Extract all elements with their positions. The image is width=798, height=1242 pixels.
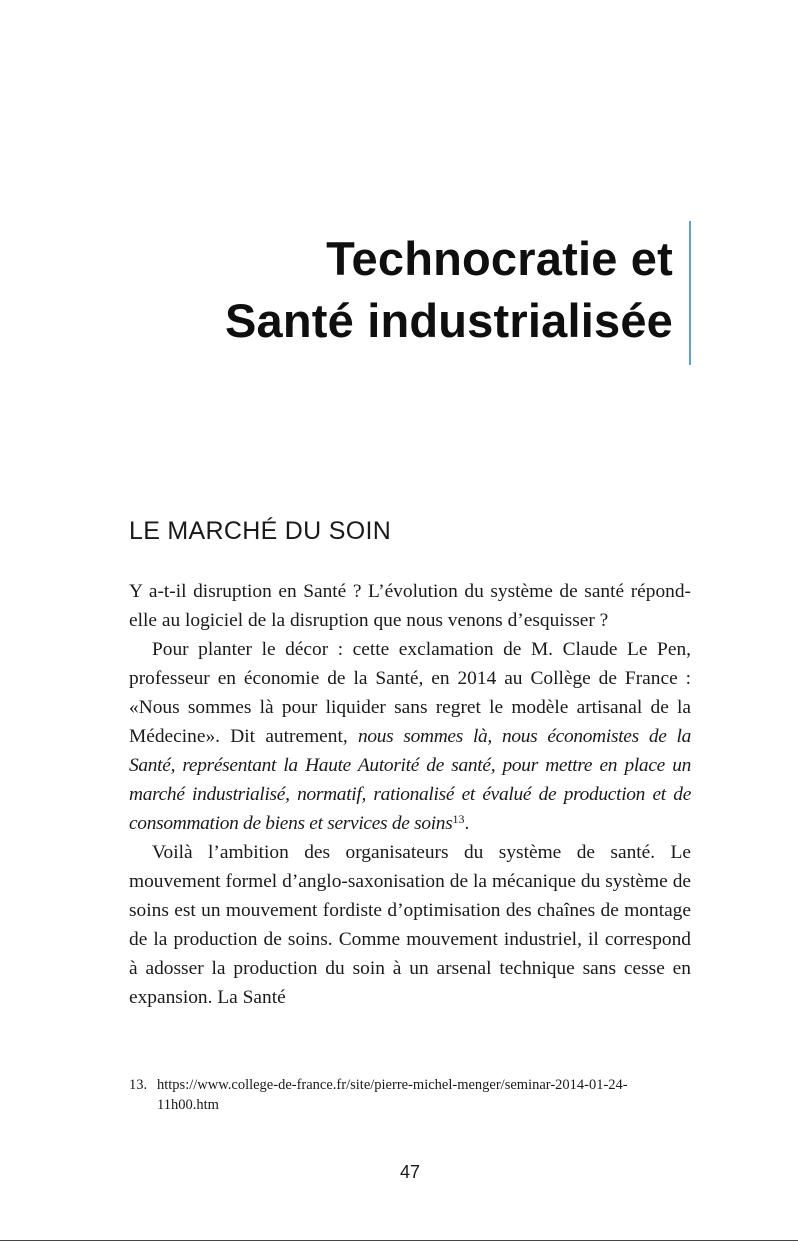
footnote-link[interactable]: https://www.college-de-france.fr/site/pierre-michel-menger/seminar-2014-01-24- — [157, 1077, 628, 1093]
paragraph-2-text: Pour planter le décor : cette exclamation de M. Claude Le Pen, professeur en économie de la Santé, en 2014 au Collège de France : «Nous sommes là pour liquider sans regret le modèle artisanal de la Médecine». Dit autrement, — [129, 639, 691, 747]
paragraph-2-italic: nous sommes là, nous économistes de la Santé, représentant la Haute Autorité de santé, pour mettre en place un marché industrialisé, normatif, rationalisé et évalué de production et de consommation de biens et services de soins — [129, 726, 691, 834]
footnote — [129, 1075, 691, 1115]
page-bottom-edge — [0, 1240, 798, 1241]
chapter-title-line-1: Technocratie et — [326, 232, 673, 285]
body-text — [129, 577, 691, 1012]
title-accent-rule — [689, 221, 691, 365]
paragraph-1: Y a-t-il disruption en Santé ? L’évolution du système de santé répond-elle au logiciel de la disruption que nous venons d’esquisser ? — [129, 581, 691, 631]
paragraph-2 — [129, 635, 691, 838]
chapter-title — [225, 228, 673, 352]
section-heading: LE MARCHÉ DU SOIN — [129, 517, 392, 545]
paragraph-2-end: . — [464, 813, 470, 834]
page-number: 47 — [399, 1162, 421, 1182]
footnote-reference[interactable]: 13 — [452, 812, 465, 826]
chapter-title-line-2: Santé industrialisée — [224, 294, 673, 347]
paragraph-3: Voilà l’ambition des organisateurs du système de santé. Le mouvement formel d’anglo-saxonisation de la mécanique du système de soins est un mouvement fordiste d’optimisation des chaînes de montage de la production de soins. Comme mouvement industriel, il correspond à adosser la production du soin à un arsenal technique sans cesse en expansion. La Santé — [129, 842, 691, 1008]
footnote-number: 13. — [129, 1077, 148, 1093]
footnote-link-continuation[interactable]: 11h00.htm — [157, 1097, 219, 1113]
